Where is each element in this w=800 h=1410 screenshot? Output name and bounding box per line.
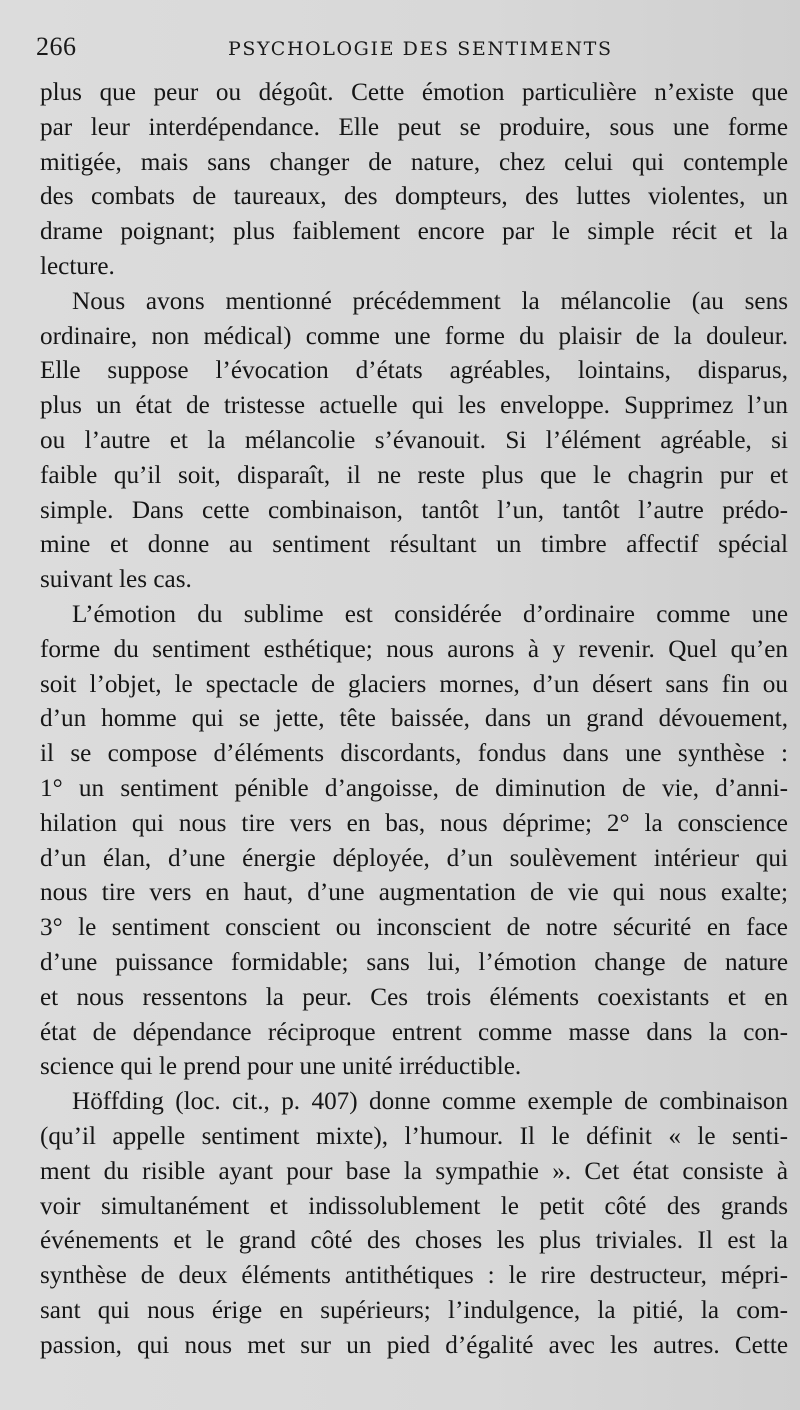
text-line: synthèse de deux éléments antithétiques : le rire destructeur, mépri- (40, 1262, 788, 1290)
text-line: soit l’objet, le spectacle de glaciers mornes, d’un désert sans fin ou (40, 670, 788, 698)
text-line: sant qui nous érige en supérieurs; l’indulgence, la pitié, la com- (40, 1296, 788, 1324)
text-line: état de dépendance réciproque entrent comme masse dans la con- (40, 1018, 788, 1046)
text-line: et nous ressentons la peur. Ces trois éléments coexistants et en (40, 983, 788, 1011)
text-line: ment du risible ayant pour base la sympathie ». Cet état consiste à (40, 1157, 788, 1185)
text-line: hilation qui nous tire vers en bas, nous déprime; 2° la conscience (40, 809, 788, 837)
text-line: événements et le grand côté des choses les plus triviales. Il est la (40, 1227, 788, 1255)
text-line: 3° le sentiment conscient ou inconscient de notre sécurité en face (40, 914, 788, 942)
text-line: plus que peur ou dégoût. Cette émotion particulière n’existe que (40, 79, 788, 106)
text-line: L’émotion du sublime est considérée d’ordinaire comme une (72, 600, 788, 628)
text-line: d’un élan, d’une énergie déployée, d’un soulèvement intérieur qui (40, 844, 788, 872)
text-line: voir simultanément et indissolublement le petit côté des grands (40, 1192, 788, 1220)
paragraph-3 (40, 598, 788, 1085)
text-line: par leur interdépendance. Elle peut se produire, sous une forme (40, 113, 788, 141)
text-line: nous tire vers en haut, d’une augmentation de vie qui nous exalte; (40, 879, 788, 907)
page-header (36, 32, 776, 72)
text-line: plus un état de tristesse actuelle qui les enveloppe. Supprimez l’un (40, 392, 788, 420)
text-line: il se compose d’éléments discordants, fondus dans une synthèse : (40, 740, 788, 768)
text-line: d’une puissance formidable; sans lui, l’émotion change de nature (40, 948, 788, 976)
text-line: Nous avons mentionné précédemment la mélancolie (au sens (72, 287, 788, 315)
text-line: mitigée, mais sans changer de nature, chez celui qui contemple (40, 148, 788, 176)
body-text (40, 76, 788, 1363)
text-line: ou l’autre et la mélancolie s’évanouit. Si l’élément agréable, si (40, 426, 788, 454)
text-line: d’un homme qui se jette, tête baissée, dans un grand dévouement, (40, 705, 788, 733)
paragraph-4 (40, 1085, 788, 1363)
text-line: 1° un sentiment pénible d’angoisse, de diminution de vie, d’anni- (40, 774, 788, 802)
paragraph-1 (40, 76, 788, 285)
text-line: suivant les cas. (40, 566, 192, 594)
text-line: des combats de taureaux, des dompteurs, des luttes violentes, un (40, 183, 788, 211)
text-line: lecture. (40, 252, 115, 280)
paragraph-2 (40, 285, 788, 598)
text-line: simple. Dans cette combinaison, tantôt l’un, tantôt l’autre prédo- (40, 496, 788, 524)
page-number: 266 (36, 32, 77, 61)
text-line: passion, qui nous met sur un pied d’égalité avec les autres. Cette (40, 1331, 788, 1359)
text-line: mine et donne au sentiment résultant un timbre affectif spécial (40, 531, 788, 559)
text-line: ordinaire, non médical) comme une forme du plaisir de la douleur. (40, 322, 788, 350)
text-line: faible qu’il soit, disparaît, il ne reste plus que le chagrin pur et (40, 461, 788, 489)
text-line: (qu’il appelle sentiment mixte), l’humour. Il le définit « le senti- (40, 1122, 788, 1150)
text-line: Höffding (loc. cit., p. 407) donne comme exemple de combinaison (72, 1088, 788, 1116)
text-line: Elle suppose l’évocation d’états agréables, lointains, disparus, (40, 357, 788, 385)
running-title: PSYCHOLOGIE DES SENTIMENTS (228, 38, 613, 60)
text-line: drame poignant; plus faiblement encore par le simple récit et la (40, 218, 788, 246)
text-line: forme du sentiment esthétique; nous aurons à y revenir. Quel qu’en (40, 635, 788, 663)
text-line: science qui le prend pour une unité irréductible. (40, 1053, 522, 1081)
